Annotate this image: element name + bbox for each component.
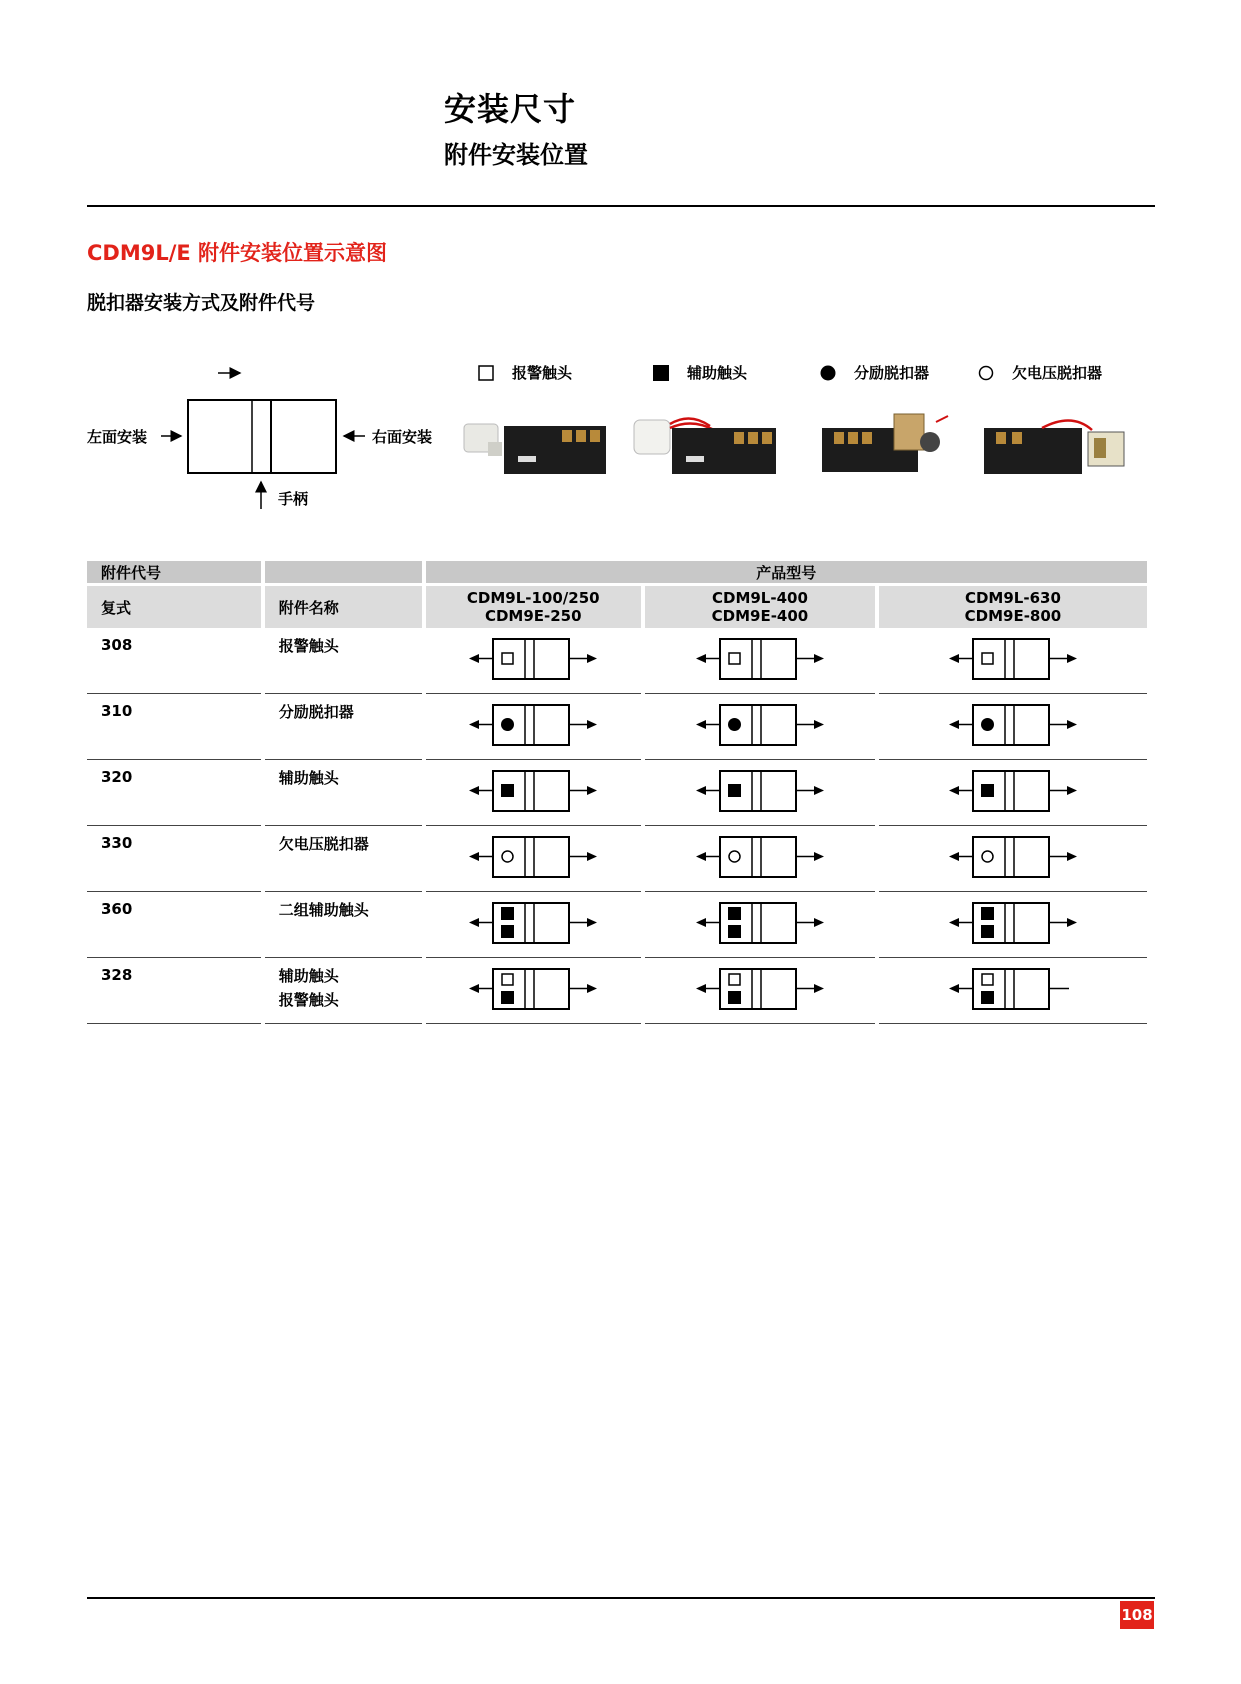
position-diagram-icon bbox=[426, 892, 642, 958]
position-diagram-icon bbox=[426, 760, 642, 826]
legend-alarm-contact bbox=[478, 362, 572, 383]
col-code-header: 附件代号 bbox=[87, 561, 261, 583]
filled-square-icon bbox=[653, 365, 669, 381]
model-header: CDM9L-400 CDM9E-400 bbox=[645, 586, 875, 628]
accessory-code: 308 bbox=[87, 628, 261, 694]
accessory-code: 310 bbox=[87, 694, 261, 760]
page-subtitle: 附件安装位置 bbox=[444, 141, 588, 169]
accessory-name: 欠电压脱扣器 bbox=[265, 826, 422, 892]
top-divider bbox=[87, 205, 1155, 207]
accessory-name: 辅助触头 bbox=[265, 760, 422, 826]
undervoltage-release-photo bbox=[982, 412, 1132, 487]
position-diagram-icon bbox=[645, 628, 875, 694]
legend-undervoltage-release bbox=[978, 362, 1102, 383]
alarm-contact-photo bbox=[462, 412, 612, 487]
position-diagram-icon bbox=[426, 826, 642, 892]
position-diagram-icon bbox=[426, 958, 642, 1024]
position-diagram-icon bbox=[645, 958, 875, 1024]
position-diagram-icon bbox=[879, 892, 1147, 958]
col-code-sub: 复式 bbox=[87, 586, 261, 628]
legend-label: 报警触头 bbox=[512, 364, 573, 382]
shunt-release-photo bbox=[818, 412, 968, 487]
section-title: CDM9L/E 附件安装位置示意图 bbox=[87, 241, 388, 265]
bottom-divider bbox=[87, 1597, 1155, 1599]
table-row bbox=[87, 826, 1147, 892]
table-row bbox=[87, 892, 1147, 958]
model-header: CDM9L-630 CDM9E-800 bbox=[879, 586, 1147, 628]
left-mount-label: 左面安装 bbox=[87, 428, 148, 446]
filled-circle-icon bbox=[820, 365, 836, 381]
col-name-sub: 附件名称 bbox=[265, 586, 422, 628]
accessory-code: 330 bbox=[87, 826, 261, 892]
position-diagram-icon bbox=[879, 826, 1147, 892]
position-diagram-icon bbox=[879, 760, 1147, 826]
table-row bbox=[87, 628, 1147, 694]
position-diagram-icon bbox=[645, 892, 875, 958]
right-mount-label: 右面安装 bbox=[372, 428, 433, 446]
legend-label: 分励脱扣器 bbox=[854, 364, 930, 382]
table-row bbox=[87, 760, 1147, 826]
accessory-name: 报警触头 bbox=[265, 628, 422, 694]
page-title: 安装尺寸 bbox=[444, 90, 577, 128]
col-product-header: 产品型号 bbox=[426, 561, 1148, 583]
accessory-code: 360 bbox=[87, 892, 261, 958]
position-diagram-icon bbox=[879, 958, 1147, 1024]
legend-shunt-release bbox=[820, 362, 929, 383]
table-header-row-1 bbox=[87, 561, 1147, 583]
legend-aux-contact bbox=[653, 362, 747, 383]
open-square-icon bbox=[478, 365, 494, 381]
model-header: CDM9L-100/250 CDM9E-250 bbox=[426, 586, 642, 628]
mounting-diagram bbox=[85, 360, 465, 525]
handle-label: 手柄 bbox=[278, 490, 309, 508]
accessory-code: 320 bbox=[87, 760, 261, 826]
position-diagram-icon bbox=[645, 694, 875, 760]
position-diagram-icon bbox=[879, 694, 1147, 760]
accessory-name: 辅助触头 报警触头 bbox=[265, 958, 422, 1024]
position-diagram-icon bbox=[879, 628, 1147, 694]
accessory-name: 二组辅助触头 bbox=[265, 892, 422, 958]
position-diagram-icon bbox=[426, 628, 642, 694]
open-circle-icon bbox=[978, 365, 994, 381]
legend-label: 辅助触头 bbox=[687, 364, 748, 382]
aux-contact-photo bbox=[630, 412, 780, 487]
position-diagram-icon bbox=[645, 760, 875, 826]
accessory-code: 328 bbox=[87, 958, 261, 1024]
table-header-row-2 bbox=[87, 586, 1147, 628]
table-row bbox=[87, 958, 1147, 1024]
col-blank-header bbox=[265, 561, 422, 583]
position-diagram-icon bbox=[426, 694, 642, 760]
section-subtitle: 脱扣器安装方式及附件代号 bbox=[87, 292, 316, 314]
table-row bbox=[87, 694, 1147, 760]
page-number: 108 bbox=[1120, 1601, 1154, 1629]
accessory-name: 分励脱扣器 bbox=[265, 694, 422, 760]
accessory-table bbox=[83, 561, 1151, 1024]
legend-label: 欠电压脱扣器 bbox=[1012, 364, 1103, 382]
position-diagram-icon bbox=[645, 826, 875, 892]
